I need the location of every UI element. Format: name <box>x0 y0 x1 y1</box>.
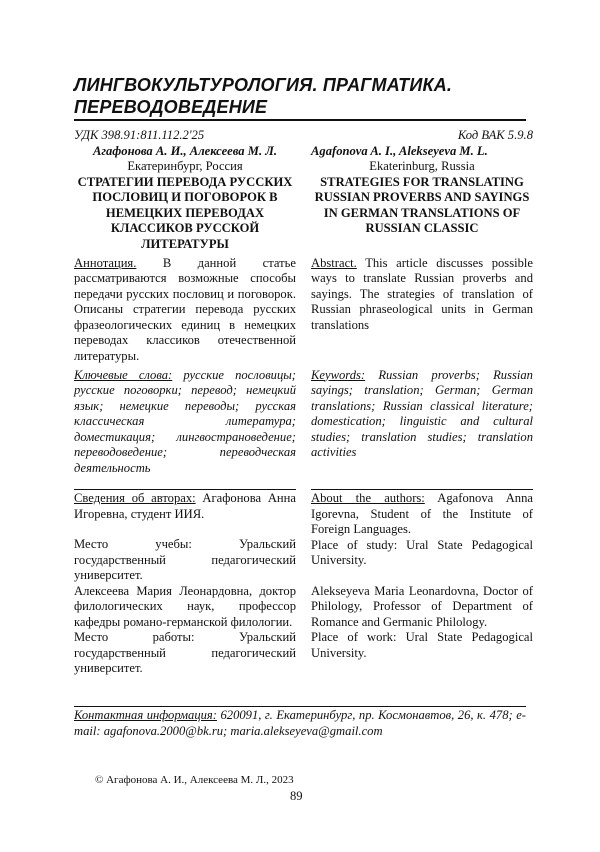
udk-code: УДК 398.91:811.112.2'25 <box>74 128 205 142</box>
author2-work-en: Place of work: Ural State Pedagogical University. <box>311 630 533 660</box>
authors-ru: Агафонова А. И., Алексеева М. Л. <box>92 143 278 158</box>
author2-info-en: Alekseyeva Maria Leonardovna, Doctor of Philology, Professor of Department of Romance and Germanic Philology. <box>311 583 533 629</box>
keywords-label-ru: Ключевые слова: <box>74 367 173 382</box>
authors-info-ru <box>74 491 296 677</box>
keywords-ru <box>74 368 296 477</box>
contact-info <box>74 708 526 739</box>
keywords-text-en: Russian proverbs; Russian sayings; translation; German; German translations; Russian classical literature; domestication; linguistic and cultural studies; translation studies; translation activities <box>311 367 533 459</box>
abstract-label-ru: Аннотация. <box>74 255 137 270</box>
contact-rule <box>74 706 526 707</box>
author2-work-ru: Место работы: Уральский государственный педагогический университет. <box>74 630 296 675</box>
section-title: ЛИНГВОКУЛЬТУРОЛОГИЯ. ПРАГМАТИКА. ПЕРЕВОДОВЕДЕНИЕ <box>74 75 453 117</box>
contact-text: 620091, г. Екатеринбург, пр. Космонавтов, 26, к. 478; e-mail: agafonova.2000@bk.ru; maria.alekseyeva@gmail.com <box>74 708 526 738</box>
location-ru: Екатеринбург, Россия <box>127 159 243 173</box>
abstract-ru <box>74 256 296 365</box>
divider-en <box>311 489 533 490</box>
author2-info-ru: Алексеева Мария Леонардовна, доктор филологических наук, профессор кафедры романо-германской филологии. <box>74 583 296 629</box>
authors-en: Agafonova A. I., Alekseyeva M. L. <box>311 143 488 158</box>
author1-study-en: Place of study: Ural State Pedagogical University. <box>311 537 533 567</box>
page-number: 89 <box>290 789 303 803</box>
abstract-label-en: Abstract. <box>311 255 357 270</box>
header-rule <box>74 119 526 121</box>
divider-ru <box>74 489 296 490</box>
about-label-en: About the authors: <box>311 491 425 505</box>
contact-label: Контактная информация: <box>74 708 217 722</box>
keywords-en <box>311 368 533 461</box>
keywords-text-ru: русские пословицы; русские поговорки; перевод; немецкий язык; немецкие переводы; русская классическая литература; доместикация; лингвострановедение; переводоведение; переводческая деятельность <box>74 367 296 475</box>
author1-ru <box>74 491 296 522</box>
russian-column <box>74 128 296 476</box>
author1-name-en: Agafonova Anna Igorevna, Student of the Institute of Foreign Languages. <box>311 491 533 536</box>
author1-name-ru: Агафонова Анна Игоревна, студент ИИЯ. <box>74 491 296 521</box>
abstract-en <box>311 256 533 334</box>
copyright: © Агафонова А. И., Алексеева М. Л., 2023 <box>95 774 294 786</box>
article-title-en: STRATEGIES FOR TRANSLATING RUSSIAN PROVERBS AND SAYINGS IN GERMAN TRANSLATIONS OF RUSSIAN CLASSIC <box>314 174 530 235</box>
article-title-ru: СТРАТЕГИИ ПЕРЕВОДА РУССКИХ ПОСЛОВИЦ И ПОГОВОРОК В НЕМЕЦКИХ ПЕРЕВОДАХ КЛАССИКОВ РУССКОЙ ЛИТЕРАТУРЫ <box>77 174 293 251</box>
keywords-label-en: Keywords: <box>311 367 366 382</box>
location-en: Ekaterinburg, Russia <box>369 159 475 173</box>
about-label-ru: Сведения об авторах: <box>74 491 196 505</box>
author1-study-ru: Место учебы: Уральский государственный педагогический университет. <box>74 537 296 582</box>
authors-info-en <box>311 491 533 661</box>
author1-en <box>311 491 533 538</box>
english-column <box>311 128 533 476</box>
vak-code: Код ВАК 5.9.8 <box>457 128 533 142</box>
abstract-text-en: This article discusses possible ways to translate Russian proverbs and sayings. The strategies of translation of Russian phraseological units in German translations <box>311 255 533 332</box>
abstract-text-ru: В данной статье рассматриваются возможные способы передачи русских пословиц и поговорок. Описаны стратегии перевода русских фразеологических единиц в немецких переводах классиков отечественной литературы. <box>74 255 296 363</box>
